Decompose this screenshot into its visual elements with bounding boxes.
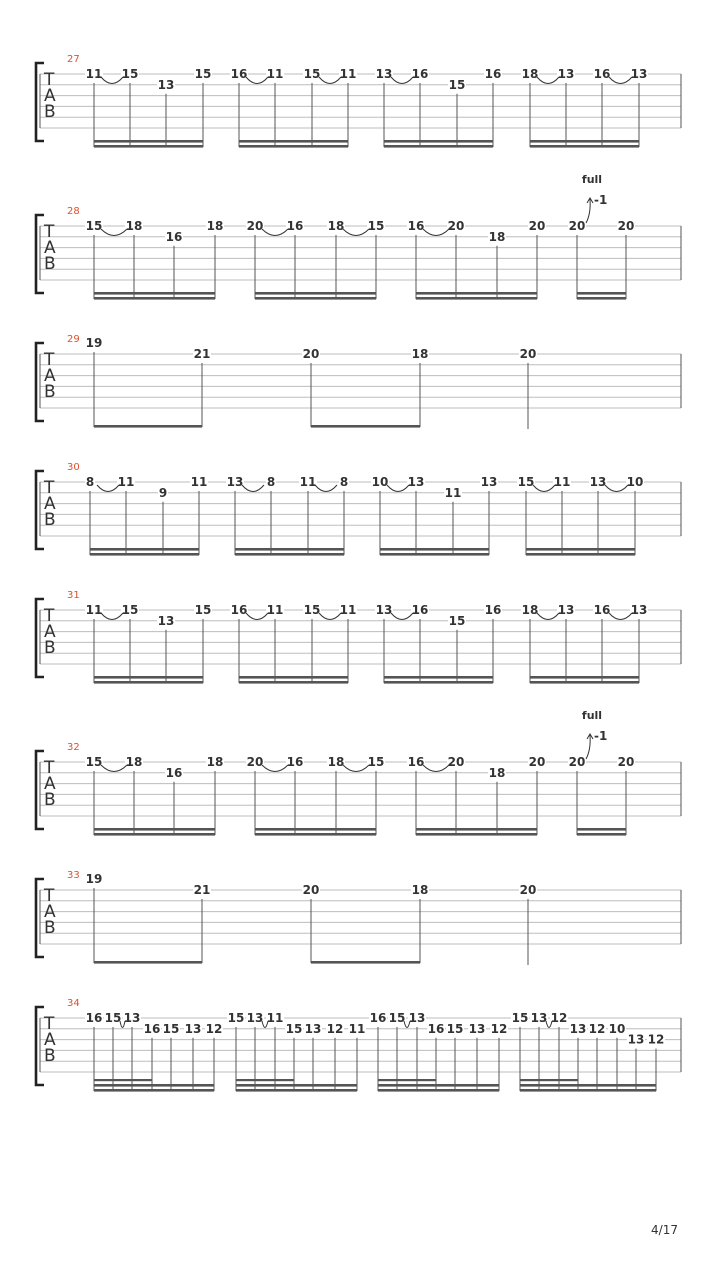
fret-number: 13 xyxy=(184,1021,202,1036)
fret-number: 19 xyxy=(85,872,103,886)
slur-arc xyxy=(101,229,127,236)
beam xyxy=(94,961,202,964)
bend-arrow xyxy=(586,199,590,223)
fret-number: 12 xyxy=(205,1021,223,1036)
bend-label: full xyxy=(581,173,603,186)
beam xyxy=(90,548,199,551)
slur-arc xyxy=(315,485,337,492)
fret-number: 15 xyxy=(104,1011,122,1025)
fret-number: 13 xyxy=(630,67,648,81)
fret-number: 21 xyxy=(193,347,211,361)
beam xyxy=(236,1084,357,1087)
fret-number: 11 xyxy=(348,1021,366,1036)
tab-clef-letter: T xyxy=(44,758,55,778)
fret-number: 12 xyxy=(647,1032,665,1047)
slur-arc xyxy=(387,485,409,492)
fret-number: 15 xyxy=(517,475,535,489)
fret-number: 18 xyxy=(206,755,224,769)
slur-arc xyxy=(423,765,449,772)
tab-clef-letter: A xyxy=(44,86,56,106)
beam xyxy=(236,1079,294,1081)
beam xyxy=(94,828,215,831)
fret-number: 16 xyxy=(484,603,502,617)
beam xyxy=(577,297,626,300)
beam xyxy=(416,297,537,300)
slur-arc xyxy=(533,485,555,492)
tab-clef-letter: A xyxy=(44,622,56,642)
measure-number: 31 xyxy=(67,590,80,601)
tab-system-33 xyxy=(36,870,681,965)
bend-release: -1 xyxy=(594,193,608,207)
fret-number: 13 xyxy=(468,1021,486,1036)
beam xyxy=(526,548,635,551)
tab-clef-letter: A xyxy=(44,774,56,794)
beam xyxy=(577,828,626,831)
beam xyxy=(520,1089,656,1092)
measure-number: 33 xyxy=(67,870,80,881)
fret-number: 15 xyxy=(448,613,466,628)
tab-clef-letter: B xyxy=(44,790,56,810)
fret-number: 15 xyxy=(448,77,466,92)
fret-number: 11 xyxy=(266,1011,284,1025)
fret-number: 15 xyxy=(446,1021,464,1036)
tab-system-34 xyxy=(36,998,681,1092)
fret-number: 13 xyxy=(226,475,244,489)
fret-number: 20 xyxy=(528,755,546,769)
fret-number: 11 xyxy=(553,475,571,489)
measure-number: 28 xyxy=(67,206,80,217)
slur-arc xyxy=(391,613,413,620)
fret-number: 10 xyxy=(608,1021,626,1036)
beam xyxy=(90,553,199,556)
tab-clef-letter: A xyxy=(44,1030,56,1050)
slur-arc xyxy=(242,485,264,492)
measure-number: 29 xyxy=(67,334,80,345)
fret-number: 20 xyxy=(568,219,586,233)
beam xyxy=(94,145,203,148)
fret-number: 15 xyxy=(511,1011,529,1025)
fret-number: 15 xyxy=(85,755,103,769)
fret-number: 16 xyxy=(484,67,502,81)
beam xyxy=(94,1084,214,1087)
fret-number: 15 xyxy=(367,219,385,233)
tab-clef-letter: B xyxy=(44,254,56,274)
fret-number: 20 xyxy=(519,883,537,897)
tab-clef-letter: B xyxy=(44,918,56,938)
beam xyxy=(239,681,348,684)
fret-number: 13 xyxy=(557,67,575,81)
beam xyxy=(577,292,626,295)
beam xyxy=(94,297,215,300)
beam xyxy=(94,676,203,679)
fret-number: 16 xyxy=(286,219,304,233)
tab-clef-letter: T xyxy=(44,478,55,498)
fret-number: 20 xyxy=(246,755,264,769)
fret-number: 18 xyxy=(125,219,143,233)
fret-number: 8 xyxy=(266,475,276,489)
beam xyxy=(311,961,420,964)
tab-clef-letter: T xyxy=(44,350,55,370)
bend-arrow xyxy=(586,735,590,759)
fret-number: 18 xyxy=(488,765,506,780)
measure-number: 30 xyxy=(67,462,80,473)
beam xyxy=(384,681,493,684)
fret-number: 15 xyxy=(388,1011,406,1025)
tab-system-28 xyxy=(36,173,681,300)
fret-number: 12 xyxy=(588,1021,606,1036)
tab-clef-letter: A xyxy=(44,238,56,258)
fret-number: 16 xyxy=(85,1011,103,1025)
slur-arc xyxy=(246,613,268,620)
beam xyxy=(255,828,376,831)
fret-number: 15 xyxy=(303,603,321,617)
slur-arc xyxy=(262,229,288,236)
beam xyxy=(239,140,348,143)
slur-arc xyxy=(609,613,632,620)
fret-number: 16 xyxy=(286,755,304,769)
fret-number: 18 xyxy=(411,883,429,897)
beam xyxy=(94,1079,152,1081)
bend-release: -1 xyxy=(594,729,608,743)
fret-number: 20 xyxy=(617,755,635,769)
beam xyxy=(378,1079,436,1081)
tab-system-27 xyxy=(36,54,681,148)
tab-clef-letter: B xyxy=(44,510,56,530)
slur-arc xyxy=(262,765,288,772)
page-number: 4/17 xyxy=(651,1223,678,1237)
fret-number: 13 xyxy=(123,1011,141,1025)
fret-number: 11 xyxy=(339,67,357,81)
fret-number: 11 xyxy=(85,67,103,81)
beam xyxy=(94,292,215,295)
beam xyxy=(384,145,493,148)
fret-number: 11 xyxy=(117,475,135,489)
measure-number: 34 xyxy=(67,998,80,1009)
fret-number: 16 xyxy=(411,603,429,617)
slur-arc xyxy=(246,77,268,84)
slur-arc xyxy=(101,765,127,772)
fret-number: 16 xyxy=(593,67,611,81)
fret-number: 16 xyxy=(369,1011,387,1025)
fret-number: 20 xyxy=(617,219,635,233)
fret-number: 11 xyxy=(190,475,208,489)
fret-number: 13 xyxy=(627,1032,645,1047)
fret-number: 16 xyxy=(411,67,429,81)
tab-clef-letter: T xyxy=(44,606,55,626)
fret-number: 16 xyxy=(165,765,183,780)
beam xyxy=(94,140,203,143)
tab-clef-letter: A xyxy=(44,494,56,514)
fret-number: 20 xyxy=(302,347,320,361)
beam xyxy=(530,681,639,684)
tab-system-32 xyxy=(36,709,681,836)
slur-arc xyxy=(423,229,449,236)
fret-number: 16 xyxy=(407,755,425,769)
fret-number: 15 xyxy=(85,219,103,233)
fret-number: 13 xyxy=(589,475,607,489)
beam xyxy=(380,548,489,551)
fret-number: 16 xyxy=(427,1021,445,1036)
tab-system-29 xyxy=(36,334,681,429)
fret-number: 18 xyxy=(125,755,143,769)
fret-number: 13 xyxy=(530,1011,548,1025)
fret-number: 20 xyxy=(447,219,465,233)
fret-number: 15 xyxy=(194,67,212,81)
slur-arc xyxy=(101,77,123,84)
tab-clef-letter: A xyxy=(44,366,56,386)
fret-number: 11 xyxy=(444,485,462,500)
beam xyxy=(94,425,202,428)
slur-arc xyxy=(391,77,413,84)
slur-arc xyxy=(605,485,628,492)
beam xyxy=(530,145,639,148)
fret-number: 16 xyxy=(230,67,248,81)
beam xyxy=(94,681,203,684)
fret-number: 13 xyxy=(157,613,175,628)
beam xyxy=(577,833,626,836)
fret-number: 15 xyxy=(367,755,385,769)
tab-clef-letter: B xyxy=(44,102,56,122)
beam xyxy=(236,1089,357,1092)
fret-number: 18 xyxy=(327,219,345,233)
slur-arc xyxy=(343,765,369,772)
fret-number: 18 xyxy=(488,229,506,244)
beam xyxy=(520,1079,578,1081)
slur-arc xyxy=(343,229,369,236)
slur-arc xyxy=(537,613,559,620)
beam xyxy=(384,676,493,679)
fret-number: 15 xyxy=(303,67,321,81)
beam xyxy=(94,833,215,836)
beam xyxy=(235,553,344,556)
fret-number: 16 xyxy=(407,219,425,233)
beam xyxy=(239,145,348,148)
beam xyxy=(416,828,537,831)
fret-number: 20 xyxy=(519,347,537,361)
beam xyxy=(255,297,376,300)
tab-system-31 xyxy=(36,590,681,684)
fret-number: 15 xyxy=(194,603,212,617)
slur-arc xyxy=(609,77,632,84)
fret-number: 12 xyxy=(550,1011,568,1025)
fret-number: 13 xyxy=(569,1021,587,1036)
fret-number: 8 xyxy=(85,475,95,489)
fret-number: 18 xyxy=(411,347,429,361)
tab-clef-letter: T xyxy=(44,886,55,906)
slur-arc xyxy=(101,613,123,620)
fret-number: 13 xyxy=(557,603,575,617)
fret-number: 11 xyxy=(266,603,284,617)
fret-number: 9 xyxy=(158,485,168,500)
slur-arc xyxy=(319,77,341,84)
beam xyxy=(520,1084,656,1087)
tab-clef-letter: T xyxy=(44,222,55,242)
fret-number: 15 xyxy=(227,1011,245,1025)
fret-number: 21 xyxy=(193,883,211,897)
beam xyxy=(380,553,489,556)
fret-number: 19 xyxy=(85,336,103,350)
beam xyxy=(384,140,493,143)
fret-number: 16 xyxy=(593,603,611,617)
tab-clef-letter: B xyxy=(44,382,56,402)
tab-system-30 xyxy=(36,462,681,556)
fret-number: 20 xyxy=(302,883,320,897)
tab-clef-letter: T xyxy=(44,1014,55,1034)
fret-number: 13 xyxy=(375,67,393,81)
fret-number: 12 xyxy=(326,1021,344,1036)
fret-number: 15 xyxy=(162,1021,180,1036)
beam xyxy=(378,1089,499,1092)
slur-arc xyxy=(97,485,119,492)
beam xyxy=(530,140,639,143)
fret-number: 18 xyxy=(206,219,224,233)
fret-number: 11 xyxy=(266,67,284,81)
fret-number: 8 xyxy=(339,475,349,489)
fret-number: 15 xyxy=(121,603,139,617)
fret-number: 11 xyxy=(339,603,357,617)
fret-number: 15 xyxy=(121,67,139,81)
fret-number: 16 xyxy=(165,229,183,244)
fret-number: 13 xyxy=(157,77,175,92)
fret-number: 11 xyxy=(299,475,317,489)
measure-number: 32 xyxy=(67,742,80,753)
fret-number: 10 xyxy=(626,475,644,489)
beam xyxy=(255,833,376,836)
fret-number: 13 xyxy=(375,603,393,617)
measure-number: 27 xyxy=(67,54,80,65)
fret-number: 13 xyxy=(480,475,498,489)
beam xyxy=(239,676,348,679)
beam xyxy=(416,833,537,836)
tab-clef-letter: A xyxy=(44,902,56,922)
fret-number: 18 xyxy=(521,603,539,617)
tab-clef-letter: B xyxy=(44,638,56,658)
fret-number: 13 xyxy=(408,1011,426,1025)
fret-number: 18 xyxy=(521,67,539,81)
fret-number: 16 xyxy=(230,603,248,617)
bend-label: full xyxy=(581,709,603,722)
slur-arc xyxy=(319,613,341,620)
beam xyxy=(235,548,344,551)
beam xyxy=(94,1089,214,1092)
beam xyxy=(378,1084,499,1087)
fret-number: 13 xyxy=(246,1011,264,1025)
fret-number: 13 xyxy=(630,603,648,617)
fret-number: 18 xyxy=(327,755,345,769)
tab-clef-letter: T xyxy=(44,70,55,90)
fret-number: 10 xyxy=(371,475,389,489)
fret-number: 12 xyxy=(490,1021,508,1036)
fret-number: 20 xyxy=(568,755,586,769)
beam xyxy=(255,292,376,295)
slur-arc xyxy=(537,77,559,84)
fret-number: 20 xyxy=(246,219,264,233)
fret-number: 20 xyxy=(528,219,546,233)
tab-clef-letter: B xyxy=(44,1046,56,1066)
fret-number: 20 xyxy=(447,755,465,769)
fret-number: 13 xyxy=(304,1021,322,1036)
beam xyxy=(526,553,635,556)
beam xyxy=(311,425,420,428)
fret-number: 11 xyxy=(85,603,103,617)
fret-number: 13 xyxy=(407,475,425,489)
beam xyxy=(530,676,639,679)
beam xyxy=(416,292,537,295)
fret-number: 16 xyxy=(143,1021,161,1036)
fret-number: 15 xyxy=(285,1021,303,1036)
